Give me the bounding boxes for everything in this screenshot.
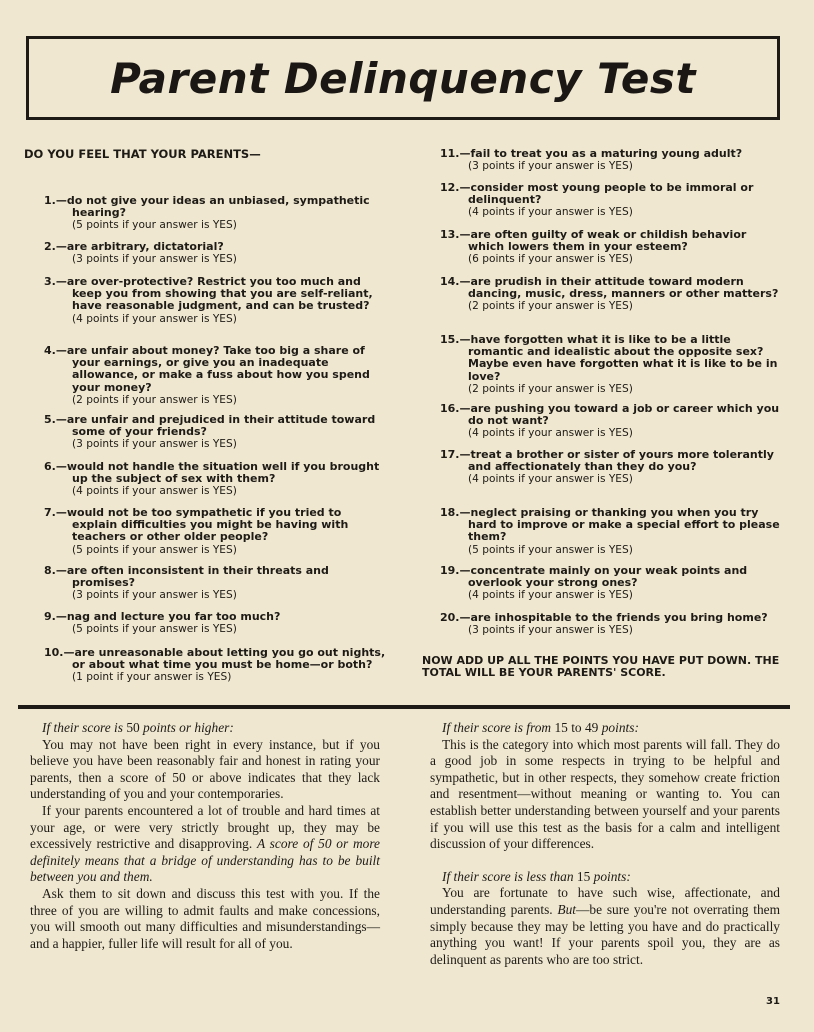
question-points: (5 points if your answer is YES) xyxy=(72,543,237,556)
question-item xyxy=(44,241,389,265)
question-text xyxy=(440,449,785,473)
question-points: (2 points if your answer is YES) xyxy=(468,382,633,395)
question-number: 5. xyxy=(44,413,56,426)
question-number: 16. xyxy=(440,402,460,415)
question-body: —would not handle the situation well if you brought up the subject of sex with them? xyxy=(55,460,380,486)
question-points: (2 points if your answer is YES) xyxy=(468,300,633,313)
question-number: 19. xyxy=(440,564,460,577)
question-item xyxy=(44,611,389,635)
question-points: (1 point if your answer is YES) xyxy=(72,671,232,684)
question-points: (5 points if your answer is YES) xyxy=(468,543,633,556)
question-item xyxy=(440,507,785,556)
question-body: —fail to treat you as a maturing young adult? xyxy=(459,147,743,160)
question-number: 4. xyxy=(44,344,56,357)
question-number: 12. xyxy=(440,181,460,194)
question-item xyxy=(44,507,389,556)
question-text xyxy=(44,345,389,394)
question-points: (5 points if your answer is YES) xyxy=(72,623,237,636)
question-item xyxy=(440,449,785,486)
question-text xyxy=(440,229,785,253)
question-item xyxy=(44,461,389,498)
question-text xyxy=(44,647,389,671)
question-points: (3 points if your answer is YES) xyxy=(72,253,237,266)
question-number: 1. xyxy=(44,194,56,207)
question-body: —are unfair and prejudiced in their attitude toward some of your friends? xyxy=(55,413,376,439)
score-heading-low: If their score is less than 15 points: xyxy=(442,868,631,884)
question-body: —are often guilty of weak or childish behavior which lowers them in your esteem? xyxy=(459,228,747,254)
question-item xyxy=(44,345,389,406)
question-points: (4 points if your answer is YES) xyxy=(468,589,633,602)
question-body: —are prudish in their attitude toward modern dancing, music, dress, manners or other matters? xyxy=(459,275,779,301)
question-body: —have forgotten what it is like to be a little romantic and idealistic about the opposite sex? Maybe even have forgotten what it is like to be in love? xyxy=(459,333,778,383)
question-item xyxy=(440,334,785,395)
question-points: (4 points if your answer is YES) xyxy=(72,485,237,498)
question-number: 8. xyxy=(44,564,56,577)
question-item xyxy=(44,276,389,325)
result-paragraph: Ask them to sit down and discuss this test with you. If the three of you are willing to admit faults and make concessions, you will smooth out many difficulties and misunderstandings—and a happier, fuller life will result for all of you. xyxy=(30,885,380,951)
question-item xyxy=(440,403,785,440)
score-heading-mid: If their score is from 15 to 49 points: xyxy=(442,720,639,735)
question-body: —do not give your ideas an unbiased, sympathetic hearing? xyxy=(55,194,370,220)
question-item xyxy=(440,182,785,219)
question-item xyxy=(440,612,785,636)
results-right-column xyxy=(430,720,780,968)
question-item xyxy=(44,565,389,602)
question-points: (5 points if your answer is YES) xyxy=(72,219,237,232)
question-number: 6. xyxy=(44,460,56,473)
question-number: 15. xyxy=(440,333,460,346)
question-number: 2. xyxy=(44,240,56,253)
result-paragraph: If your parents encountered a lot of trouble and hard times at your age, or were very strictly brought up, they may be excessively restrictive and disapproving. A score of 50 or more definitely means that a bridge of understanding has to be built between you and them. xyxy=(30,802,380,885)
question-item xyxy=(440,565,785,602)
question-points: (4 points if your answer is YES) xyxy=(468,206,633,219)
question-number: 9. xyxy=(44,610,56,623)
result-paragraph: This is the category into which most parents will fall. They do a good job in some respects in trying to be helpful and sympathetic, but in other respects, they somehow create friction and resentment—without meaning or wanting to. You can establish better understanding between yourself and your parents if you will use this test as the basis for a calm and intelligent discussion of your differences. xyxy=(430,736,780,852)
question-body: —neglect praising or thanking you when you try hard to improve or make a special effort to please them? xyxy=(459,506,780,544)
question-body: —are often inconsistent in their threats and promises? xyxy=(55,564,329,590)
question-body: —are pushing you toward a job or career which you do not want? xyxy=(459,402,780,428)
question-points: (3 points if your answer is YES) xyxy=(468,160,633,173)
question-number: 17. xyxy=(440,448,460,461)
question-item xyxy=(440,148,785,172)
score-heading-high: If their score is 50 points or higher: xyxy=(42,720,234,735)
question-text xyxy=(440,276,785,300)
question-points: (4 points if your answer is YES) xyxy=(72,312,237,325)
question-body: —treat a brother or sister of yours more tolerantly and affectionately than they do you? xyxy=(459,448,774,474)
question-text xyxy=(440,612,785,624)
question-text xyxy=(440,403,785,427)
question-text xyxy=(44,276,389,313)
question-text xyxy=(44,241,389,253)
intro-heading: DO YOU FEEL THAT YOUR PARENTS— xyxy=(24,147,261,161)
question-body: —are over-protective? Restrict you too much and keep you from showing that you are self-reliant, have reasonable judgment, and can be trusted? xyxy=(55,275,373,313)
question-number: 3. xyxy=(44,275,56,288)
question-text xyxy=(44,565,389,589)
question-body: —would not be too sympathetic if you tried to explain difficulties you might be having with teachers or other older people? xyxy=(55,506,349,544)
question-text xyxy=(44,461,389,485)
question-body: —are unfair about money? Take too big a share of your earnings, or give you an inadequate allowance, or make a fuss about how you spend your money? xyxy=(55,344,370,394)
question-number: 11. xyxy=(440,147,460,160)
question-body: —consider most young people to be immoral or delinquent? xyxy=(459,181,754,207)
title-box xyxy=(26,36,780,120)
question-points: (3 points if your answer is YES) xyxy=(468,624,633,637)
result-paragraph: You are fortunate to have such wise, affectionate, and understanding parents. But—be sure you're not overrating them simply because they may be letting you have and do practically anything you want! If your parents spoil you, they are as delinquent as parents who are too strict. xyxy=(430,885,780,967)
question-points: (3 points if your answer is YES) xyxy=(72,438,237,451)
result-paragraph: You may not have been right in every instance, but if you believe you have been reasonably fair and honest in rating your parents, then a score of 50 or above indicates that they lack understanding of you and your contemporaries. xyxy=(30,736,380,802)
question-number: 10. xyxy=(44,646,64,659)
question-item xyxy=(44,647,389,684)
question-number: 14. xyxy=(440,275,460,288)
question-body: —nag and lecture you far too much? xyxy=(55,610,281,623)
question-body: —are unreasonable about letting you go out nights, or about what time you must be home—or both? xyxy=(63,646,386,672)
question-body: —concentrate mainly on your weak points and overlook your strong ones? xyxy=(459,564,748,590)
question-body: —are inhospitable to the friends you bring home? xyxy=(459,611,768,624)
question-points: (2 points if your answer is YES) xyxy=(72,393,237,406)
question-item xyxy=(44,195,389,232)
question-text xyxy=(440,182,785,206)
question-item xyxy=(440,229,785,266)
question-item xyxy=(440,276,785,313)
question-text xyxy=(440,507,785,544)
question-points: (4 points if your answer is YES) xyxy=(468,473,633,486)
question-number: 18. xyxy=(440,506,460,519)
question-points: (6 points if your answer is YES) xyxy=(468,253,633,266)
question-number: 7. xyxy=(44,506,56,519)
results-left-column xyxy=(30,720,380,952)
question-text xyxy=(44,507,389,544)
question-points: (4 points if your answer is YES) xyxy=(468,427,633,440)
page-title: Parent Delinquency Test xyxy=(110,53,696,103)
question-number: 20. xyxy=(440,611,460,624)
question-text xyxy=(440,148,785,160)
question-text xyxy=(440,334,785,383)
question-text xyxy=(44,611,389,623)
question-item xyxy=(44,414,389,451)
section-divider xyxy=(18,705,790,709)
closing-instruction: NOW ADD UP ALL THE POINTS YOU HAVE PUT DOWN. THE TOTAL WILL BE YOUR PARENTS' SCORE. xyxy=(422,654,780,680)
question-body: —are arbitrary, dictatorial? xyxy=(55,240,224,253)
question-text xyxy=(44,195,389,219)
question-number: 13. xyxy=(440,228,460,241)
question-text xyxy=(440,565,785,589)
question-text xyxy=(44,414,389,438)
question-points: (3 points if your answer is YES) xyxy=(72,589,237,602)
page-number: 31 xyxy=(766,996,780,1007)
